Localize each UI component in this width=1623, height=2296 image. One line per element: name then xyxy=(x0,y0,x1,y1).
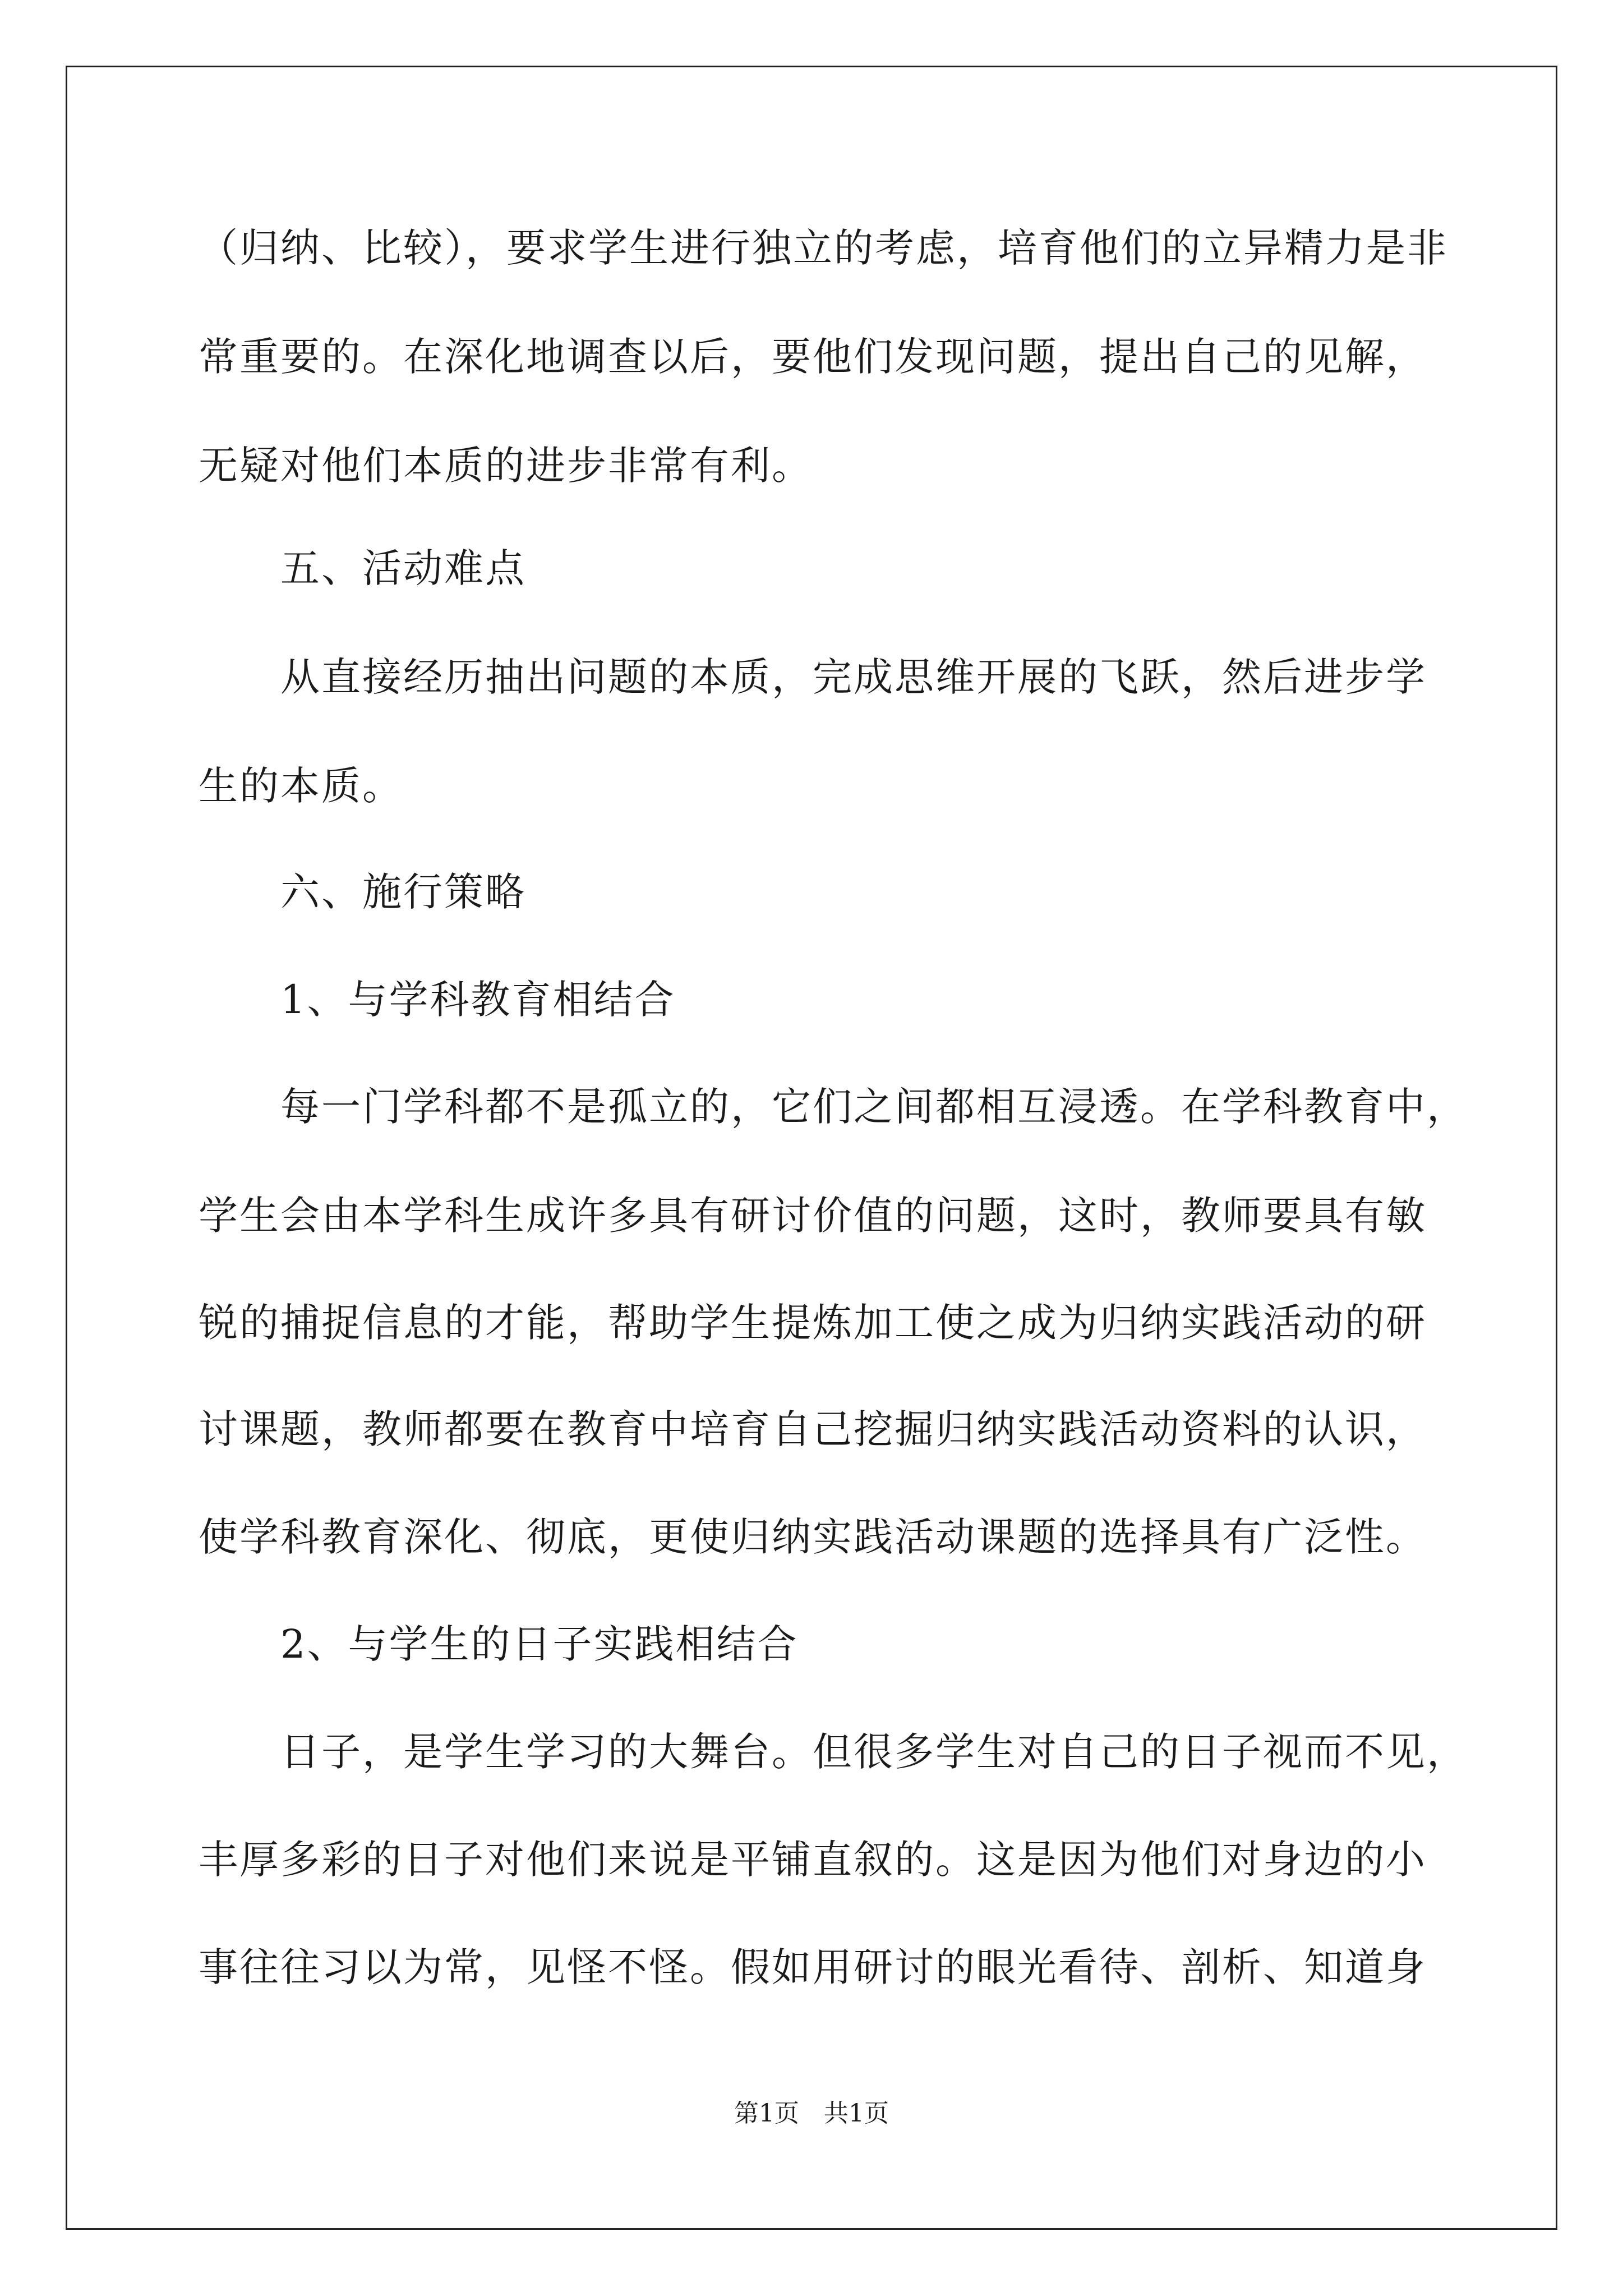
body-line: （归纳、比较），要求学生进行独立的考虑，培育他们的立异精力是非 xyxy=(199,225,1448,271)
body-line: 学生会由本学科生成许多具有研讨价值的问题，这时，教师要具有敏 xyxy=(199,1193,1427,1239)
section-heading: 五、活动难点 xyxy=(280,545,526,591)
body-line: 日子，是学生学习的大舞台。但很多学生对自己的日子视而不见， xyxy=(280,1729,1468,1775)
page-border xyxy=(66,66,1557,2230)
subsection-heading: 2、与学生的日子实践相结合 xyxy=(280,1621,799,1667)
body-line: 从直接经历抽出问题的本质，完成思维开展的飞跃，然后进步学 xyxy=(280,654,1427,700)
section-heading: 六、施行策略 xyxy=(280,869,526,915)
body-line: 无疑对他们本质的进步非常有利。 xyxy=(199,443,813,489)
body-line: 锐的捕捉信息的才能，帮助学生提炼加工使之成为归纳实践活动的研 xyxy=(199,1300,1427,1346)
subsection-heading: 1、与学科教育相结合 xyxy=(280,977,676,1023)
body-line: 讨课题，教师都要在教育中培育自己挖掘归纳实践活动资料的认识， xyxy=(199,1406,1427,1452)
body-line: 常重要的。在深化地调查以后，要他们发现问题，提出自己的见解， xyxy=(199,334,1427,380)
body-line: 使学科教育深化、彻底，更使归纳实践活动课题的选择具有广泛性。 xyxy=(199,1514,1427,1560)
body-line: 事往往习以为常，见怪不怪。假如用研讨的眼光看待、剖析、知道身 xyxy=(199,1944,1427,1990)
body-line: 每一门学科都不是孤立的，它们之间都相互浸透。在学科教育中， xyxy=(280,1084,1468,1130)
page-number: 第1页 共1页 xyxy=(734,2099,889,2128)
body-line: 丰厚多彩的日子对他们来说是平铺直叙的。这是因为他们对身边的小 xyxy=(199,1837,1427,1883)
body-line: 生的本质。 xyxy=(199,763,403,809)
